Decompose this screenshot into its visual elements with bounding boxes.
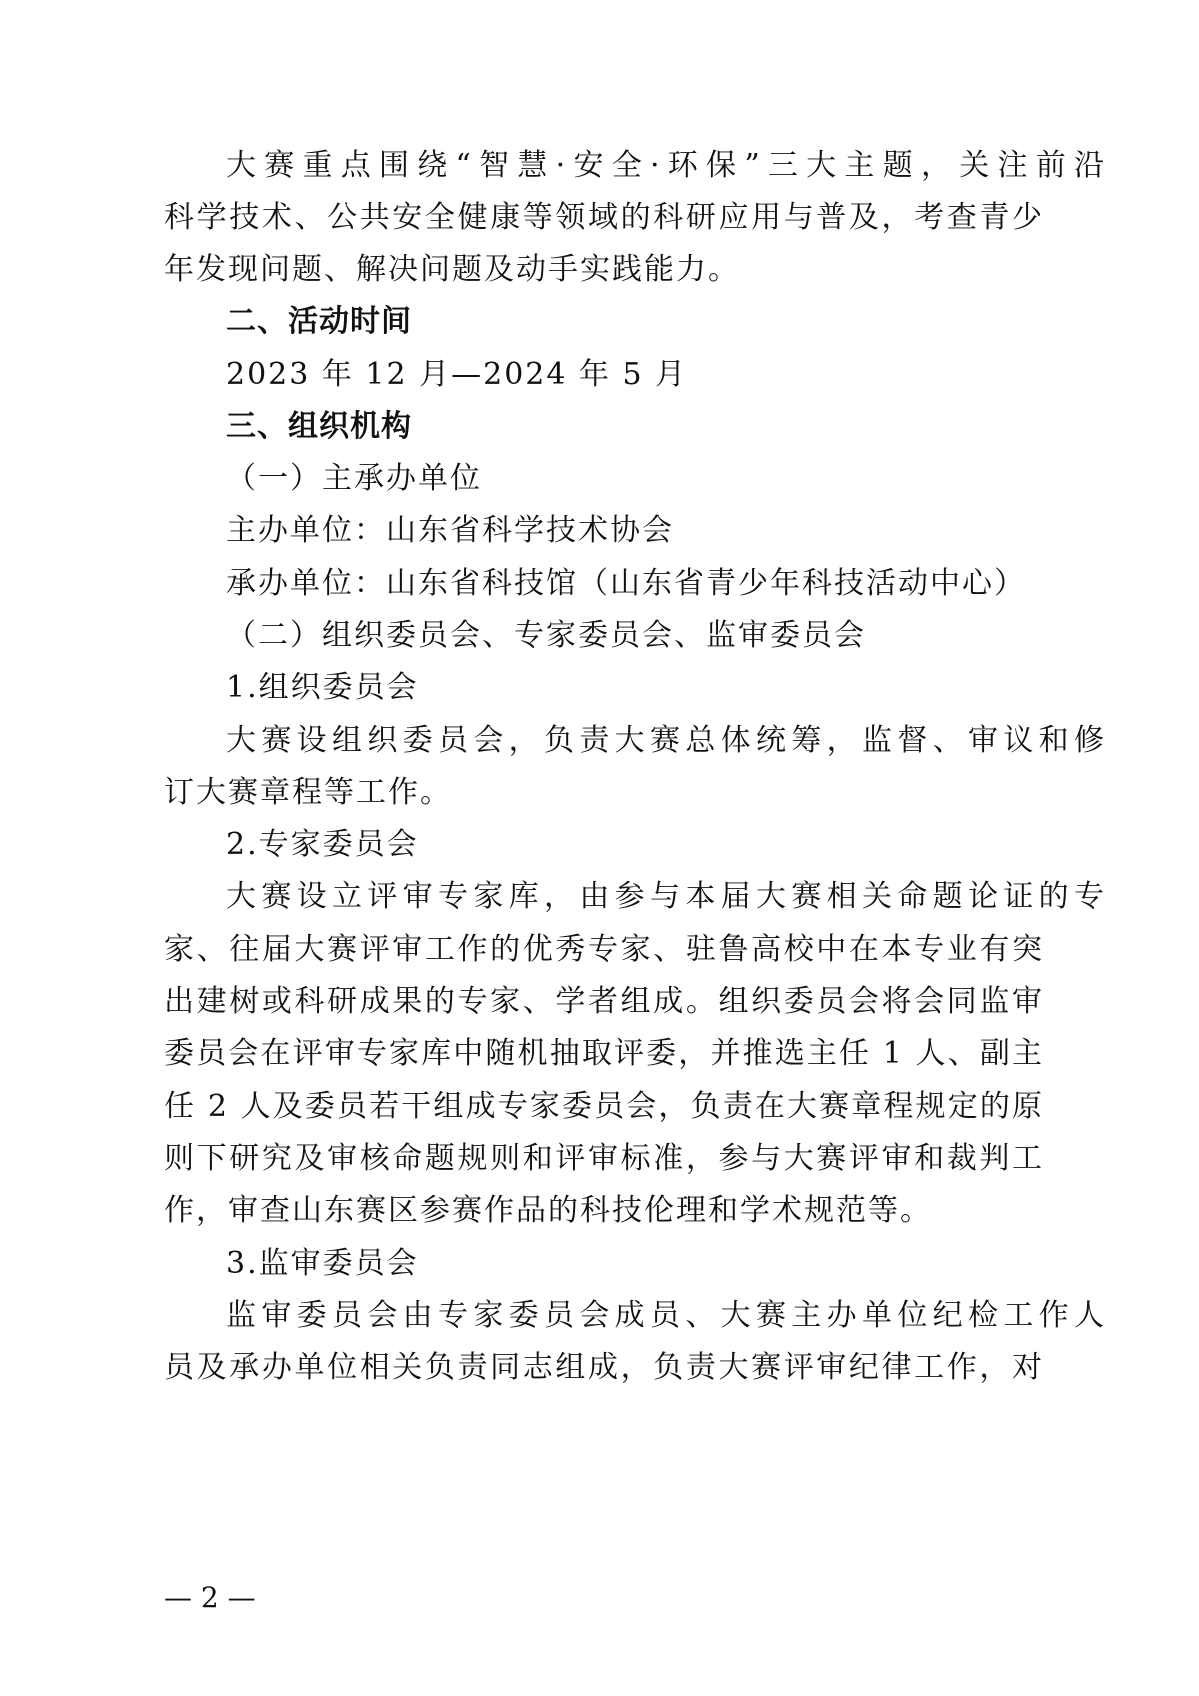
paragraph-line: 2023 年 12 月—2024 年 5 月 xyxy=(226,357,688,392)
paragraph-line: 大赛重点围绕“智慧·安全·环保”三大主题，关注前沿 xyxy=(226,148,1106,183)
item-heading: 3.监审委员会 xyxy=(226,1246,419,1281)
section-heading: 三、组织机构 xyxy=(226,409,412,444)
page-number: — 2 — xyxy=(164,1581,256,1614)
paragraph-line: 作，审查山东赛区参赛作品的科技伦理和学术规范等。 xyxy=(164,1193,932,1228)
paragraph-line: 监审委员会由专家委员会成员、大赛主办单位纪检工作人 xyxy=(226,1298,1106,1333)
item-heading: 1.组织委员会 xyxy=(226,670,419,705)
item-heading: 2.专家委员会 xyxy=(226,827,419,862)
paragraph-line: 则下研究及审核命题规则和评审标准，参与大赛评审和裁判工 xyxy=(164,1141,1044,1176)
paragraph-line: 年发现问题、解决问题及动手实践能力。 xyxy=(164,252,740,287)
subsection-heading: （一）主承办单位 xyxy=(226,461,482,496)
section-heading: 二、活动时间 xyxy=(226,304,412,339)
paragraph-line: 任 2 人及委员若干组成专家委员会，负责在大赛章程规定的原 xyxy=(164,1089,1044,1124)
paragraph-line: 主办单位：山东省科学技术协会 xyxy=(226,513,674,548)
paragraph-line: 家、往届大赛评审工作的优秀专家、驻鲁高校中在本专业有突 xyxy=(164,932,1044,967)
paragraph-line: 承办单位：山东省科技馆（山东省青少年科技活动中心） xyxy=(226,566,1026,601)
paragraph-line: 大赛设组织委员会，负责大赛总体统筹，监督、审议和修 xyxy=(226,723,1106,758)
paragraph-line: 委员会在评审专家库中随机抽取评委，并推选主任 1 人、副主 xyxy=(164,1036,1044,1071)
paragraph-line: 大赛设立评审专家库，由参与本届大赛相关命题论证的专 xyxy=(226,879,1106,914)
paragraph-line: 科学技术、公共安全健康等领域的科研应用与普及，考查青少 xyxy=(164,200,1044,235)
paragraph-line: 订大赛章程等工作。 xyxy=(164,775,452,810)
paragraph-line: 员及承办单位相关负责同志组成，负责大赛评审纪律工作，对 xyxy=(164,1350,1044,1385)
paragraph-line: 出建树或科研成果的专家、学者组成。组织委员会将会同监审 xyxy=(164,984,1044,1019)
subsection-heading: （二）组织委员会、专家委员会、监审委员会 xyxy=(226,618,866,653)
